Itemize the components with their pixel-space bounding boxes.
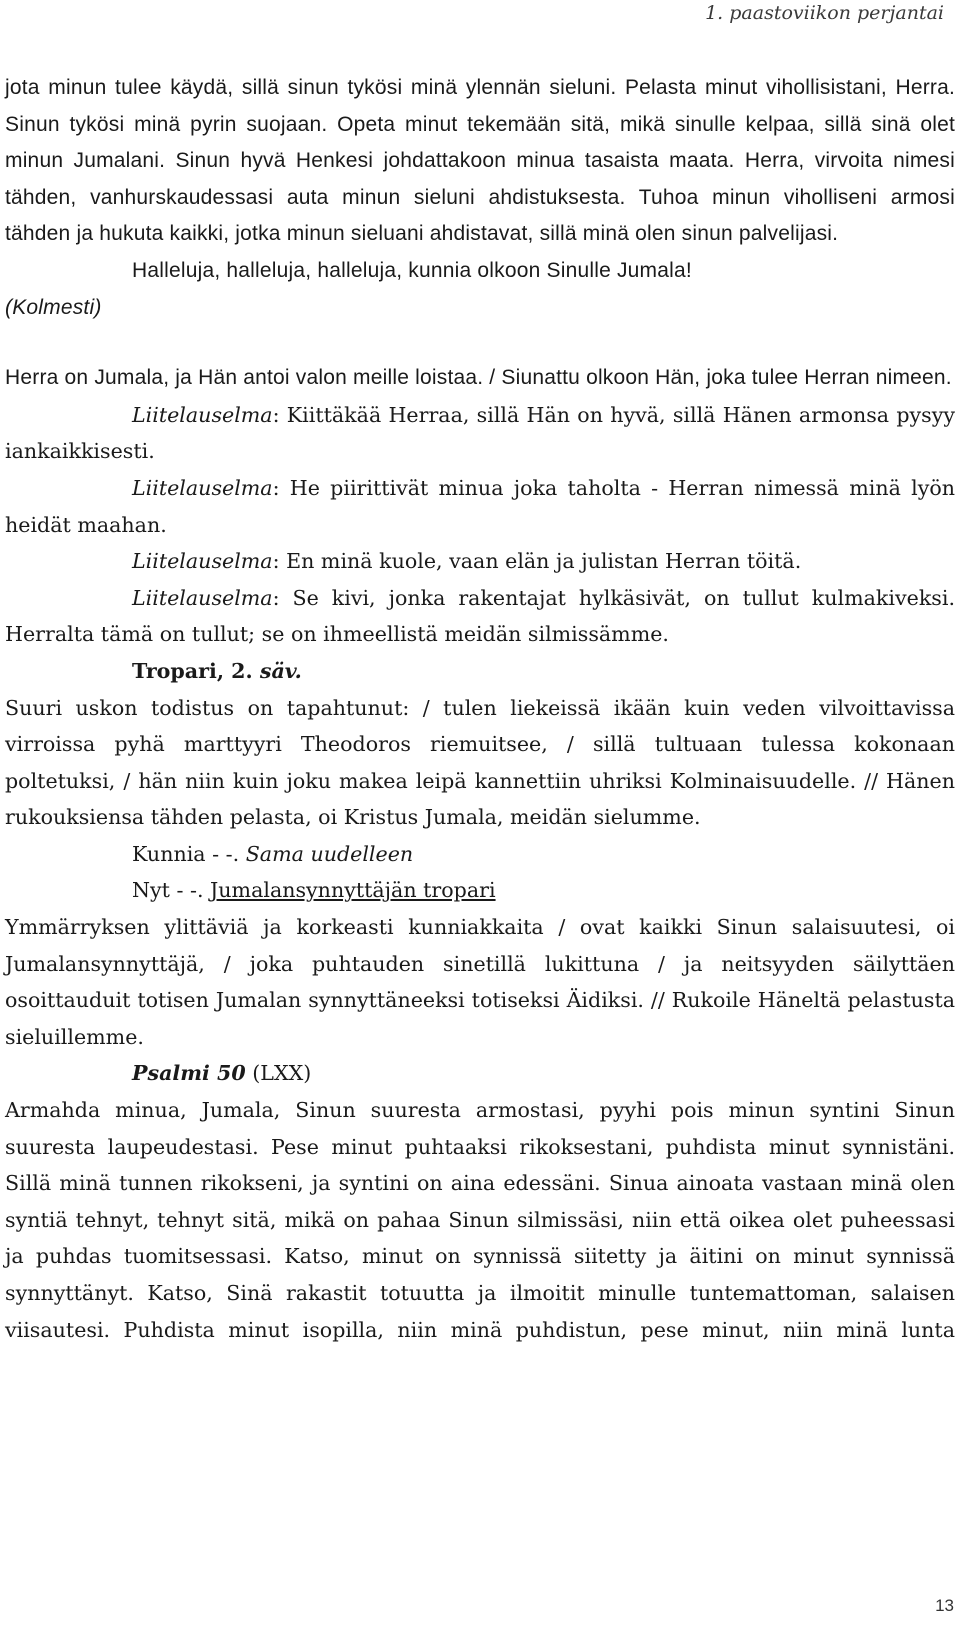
spacer: [5, 326, 955, 360]
kunnia-italic: Sama uudelleen: [245, 841, 414, 866]
psalmi-50-heading: [5, 1055, 955, 1092]
verse-3-label: Liitelauselma: [132, 549, 273, 574]
tropari-text: Suuri uskon todistus on tapahtunut: / tulen liekeissä ikään kuin veden vilvoittavissa virroissa pyhä marttyyri Theodoros riemuitsee, / sillä tultuaan tulessa kokonaan poltetuksi, / hän niin kuin joku makea leipä kannettiin uhriksi Kolminaisuudelle. // Hänen rukouksiensa tähden pelasta, oi Kristus Jumala, meidän sielumme.: [5, 695, 955, 830]
theotokion-text: Ymmärryksen ylittäviä ja korkeasti kunniakkaita / ovat kaikki Sinun salaisuutesi, oi Jumalansynnyttäjä, / joka puhtauden sinetillä lukittuna / ja neitsyyden säilyttäen osoittauduit totisen Jumalan synnyttäneeksi totiseksi Äidiksi. // Rukoile Häneltä pelastusta sieluillemme.: [5, 915, 955, 1049]
kolmesti-note: (Kolmesti): [5, 295, 102, 319]
verse-4: [5, 580, 955, 653]
verse-3: [5, 543, 955, 580]
verse-2-label: Liitelauselma: [132, 475, 273, 500]
verse-1-text: : Kiittäkää Herraa, sillä Hän on hyvä, sillä Hänen armonsa pysyy iankaikkisesti.: [5, 402, 955, 464]
psalmi-50-heading-lxx: (LXX): [245, 1061, 312, 1086]
nyt-text: Nyt - -.: [132, 878, 211, 903]
herra-on-jumala: Herra on Jumala, ja Hän antoi valon meille loistaa. / Siunattu olkoon Hän, joka tulee Herran nimeen.: [5, 366, 952, 390]
document-body: [5, 70, 955, 1348]
psalm-continuation: jota minun tulee käydä, sillä sinun tykösi minä ylennän sieluni. Pelasta minut vihollisistani, Herra. Sinun tykösi minä pyrin suojaan. Opeta minut tekemään sitä, mikä sinulle kelpaa, sillä sinä olet minun Jumalani. Sinun hyvä Henkesi johdattakoon minua tasaista maata. Herra, virvoita nimesi tähden, vanhurskaudessasi auta minun sieluni ahdistuksesta. Tuhoa minun viholliseni armosi tähden ja hukuta kaikki, jotka minun sieluani ahdistavat, sillä minä olen sinun palvelijasi.: [5, 76, 955, 246]
tropari-heading: [5, 653, 955, 690]
nyt-line: [5, 872, 955, 909]
verse-2-text: : He piirittivät minua joka taholta - Herran nimessä minä lyön heidät maahan.: [5, 475, 955, 537]
kunnia-text: Kunnia - -.: [132, 841, 246, 866]
kunnia-line: [5, 836, 955, 873]
verse-2: [5, 470, 955, 543]
verse-1-label: Liitelauselma: [132, 402, 273, 427]
kolmesti-line: [5, 290, 955, 327]
verse-3-text: : En minä kuole, vaan elän ja julistan Herran töitä.: [272, 549, 802, 574]
verse-1: [5, 397, 955, 470]
psalmi-50-heading-main: Psalmi 50: [132, 1061, 246, 1086]
nyt-underlined: Jumalansynnyttäjän tropari: [210, 878, 496, 903]
tropari-heading-italic: säv.: [259, 658, 302, 683]
tropari-heading-bold: Tropari, 2.: [132, 658, 260, 683]
psalmi-50-text: Armahda minua, Jumala, Sinun suuresta armostasi, pyyhi pois minun syntini Sinun suuresta laupeudestasi. Pese minut puhtaaksi rikoksestani, puhdista minut synnistäni. Sillä minä tunnen rikokseni, ja syntini on aina edessäni. Sinua ainoata vastaan minä olen syntiä tehnyt, tehnyt sitä, mikä on pahaa Sinun silmissäsi, niin että oikea olet puheessasi ja puhdas tuomitsessasi. Katso, minut on synnissä siitetty ja äitini on minut synnissä synnyttänyt. Katso, Sinä rakastit totuutta ja ilmoitit minulle tuntemattoman, salaisen viisautesi. Puhdista minut isopilla, niin minä puhdistun, pese minut, niin minä lunta: [5, 1098, 955, 1342]
page-number: 13: [935, 1596, 954, 1615]
verse-4-text: : Se kivi, jonka rakentajat hylkäsivät, on tullut kulmakiveksi. Herralta tämä on tullut; se on ihmeellistä meidän silmissämme.: [5, 585, 955, 647]
halleluja-line: Halleluja, halleluja, halleluja, kunnia olkoon Sinulle Jumala!: [132, 258, 692, 282]
running-header: 1. paastoviikon perjantai: [705, 2, 944, 24]
verse-4-label: Liitelauselma: [132, 585, 273, 610]
